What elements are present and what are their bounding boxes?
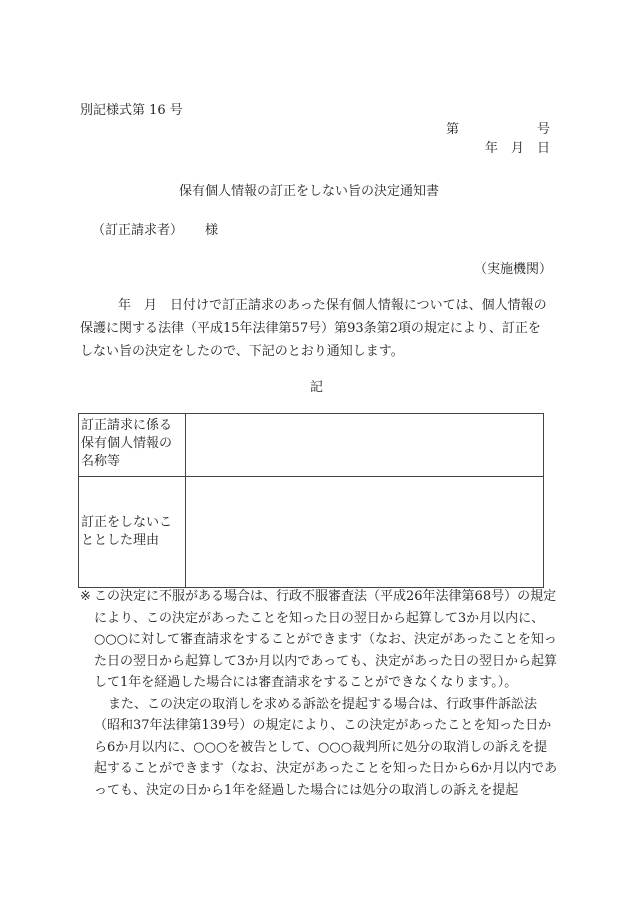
- notes: [80, 586, 558, 801]
- date-year: 年: [485, 141, 499, 156]
- note-paragraph-1-text: この決定に不服がある場合は、行政不服審査法（平成26年法律第68号）の規定により、この決定があったことを知った日の翌日から起算して3か月以内に、○○○に対して審査請求をすることができます（なお、決定があったことを知った日の翌日から起算して3か月以内であっても、決定があった日の翌日から起算して1年を経過した場合には審査請求をすることができなくなります。）。: [94, 589, 558, 690]
- issuing-agency: （実施機関）: [474, 262, 553, 277]
- note-mark: ※: [80, 589, 91, 604]
- addressee: [92, 219, 218, 238]
- note-paragraph-2: また、この決定の取消しを求める訴訟を提起する場合は、行政事件訴訟法（昭和37年法律第139号）の規定により、この決定があったことを知った日から6か月以内に、○○○を被告として、○○○裁判所に処分の取消しの訴えを提起することができます（なお、決定があったことを知った日から6か月以内であっても、決定の日から1年を経過した場合には処分の取消しの訴えを提起: [94, 696, 558, 798]
- table-label-reason: 訂正をしないこととした理由: [79, 477, 186, 588]
- body-text: [80, 294, 552, 363]
- addressee-honorific: 様: [205, 223, 219, 238]
- info-table: [78, 413, 544, 588]
- date-day: 日: [537, 141, 551, 156]
- document-number-suffix: 号: [537, 122, 551, 137]
- date-month: 月: [511, 141, 525, 156]
- table-label-info-name: 訂正請求に係る保有個人情報の名称等: [79, 414, 186, 477]
- document-date: [485, 137, 550, 156]
- body-paragraph: 年 月 日付けで訂正請求のあった保有個人情報については、個人情報の保護に関する法律（平成15年法律第57号）第93条第2項の規定により、訂正をしない旨の決定をしたので、下記のとおり通知します。: [80, 298, 547, 359]
- document-number: [446, 118, 550, 137]
- table-row: [79, 414, 544, 477]
- ki-heading: 記: [310, 380, 324, 395]
- document-number-prefix: 第: [446, 122, 460, 137]
- form-number: 別記様式第 16 号: [80, 103, 183, 118]
- table-value-reason: [186, 477, 544, 588]
- table-row: [79, 477, 544, 588]
- document-title: 保有個人情報の訂正をしない旨の決定通知書: [179, 184, 440, 199]
- note-paragraph-1: [80, 586, 558, 694]
- addressee-name: （訂正請求者）: [92, 223, 184, 238]
- table-value-info-name: [186, 414, 544, 477]
